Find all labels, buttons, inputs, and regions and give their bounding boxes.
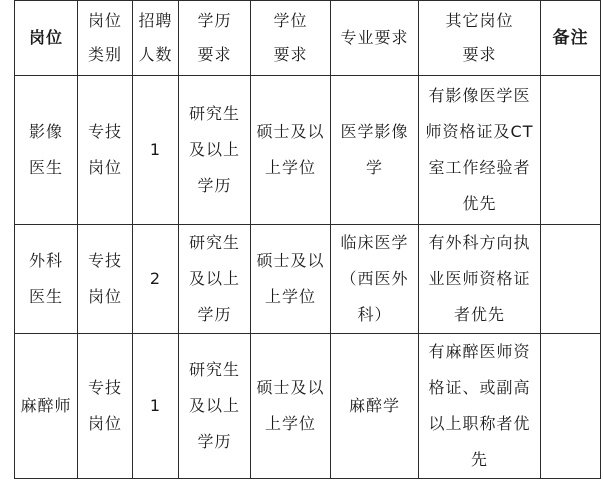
cell-education: 研究生 及以上 学历 [179,225,251,334]
cell-count: 1 [133,334,179,479]
cell-position: 麻醉师 [15,334,78,479]
cell-remark [541,334,601,479]
cell-education: 研究生 及以上 学历 [179,76,251,225]
header-degree: 学位 要求 [251,1,331,76]
cell-other-requirements: 有影像医学医 师资格证及CT 室工作经验者 优先 [419,76,541,225]
header-major: 专业要求 [331,1,419,76]
cell-category: 专技 岗位 [78,334,133,479]
cell-remark [541,225,601,334]
header-category: 岗位 类别 [78,1,133,76]
table-row [15,76,601,225]
header-remark: 备注 [541,1,601,76]
header-count: 招聘 人数 [133,1,179,76]
cell-position: 外科 医生 [15,225,78,334]
table-row [15,225,601,334]
cell-degree: 硕士及以 上学位 [251,76,331,225]
cell-major: 麻醉学 [331,334,419,479]
cell-education: 研究生 及以上 学历 [179,334,251,479]
recruitment-table [14,0,601,479]
cell-category: 专技 岗位 [78,76,133,225]
cell-major: 临床医学 （西医外 科） [331,225,419,334]
cell-other-requirements: 有外科方向执 业医师资格证 者优先 [419,225,541,334]
cell-category: 专技 岗位 [78,225,133,334]
cell-count: 1 [133,76,179,225]
cell-degree: 硕士及以 上学位 [251,334,331,479]
cell-count: 2 [133,225,179,334]
header-other: 其它岗位 要求 [419,1,541,76]
header-education: 学历 要求 [179,1,251,76]
cell-position: 影像 医生 [15,76,78,225]
cell-other-requirements: 有麻醉医师资 格证、或副高 以上职称者优 先 [419,334,541,479]
cell-degree: 硕士及以 上学位 [251,225,331,334]
cell-major: 医学影像 学 [331,76,419,225]
header-position: 岗位 [15,1,78,76]
cell-remark [541,76,601,225]
table-row [15,334,601,479]
header-row [15,1,601,76]
